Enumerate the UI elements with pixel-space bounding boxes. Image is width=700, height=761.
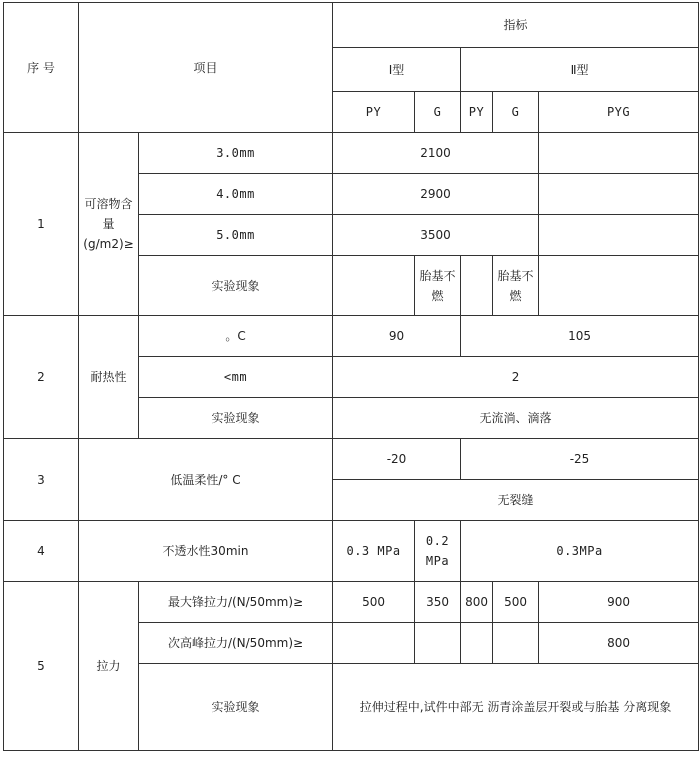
row5-max-py2: 800: [461, 582, 493, 623]
row1-py1-empty: [333, 256, 415, 316]
row2-no: 2: [4, 316, 79, 439]
row1-sub-3mm: 3.0mm: [139, 133, 333, 174]
row4-val-type2: 0.3MPa: [461, 521, 699, 582]
header-indicator: 指标: [333, 3, 699, 48]
row2-val-mm: 2: [333, 357, 699, 398]
row5-max-pyg: 900: [539, 582, 699, 623]
row1-val-3mm: 2100: [333, 133, 539, 174]
header-type1: Ⅰ型: [333, 48, 461, 92]
header-g-type1: G: [415, 92, 461, 133]
row5-sub-max-tension: 最大锋拉力/(N/50mm)≥: [139, 582, 333, 623]
header-seq: 序 号: [4, 3, 79, 133]
row3-val-type1: -20: [333, 439, 461, 480]
header-g-type2: G: [493, 92, 539, 133]
row1-g1-note: 胎基不燃: [415, 256, 461, 316]
row5-max-g1: 350: [415, 582, 461, 623]
row2-val-type1: 90: [333, 316, 461, 357]
row1-name: 可溶物含量(g/m2)≥: [79, 133, 139, 316]
header-pyg: PYG: [539, 92, 699, 133]
row5-val-observation: 拉伸过程中,试件中部无 沥青涂盖层开裂或与胎基 分离现象: [333, 664, 699, 751]
row1-no: 1: [4, 133, 79, 316]
row5-max-py1: 500: [333, 582, 415, 623]
row5-second-py1-empty: [333, 623, 415, 664]
row2-val-observation: 无流淌、滴落: [333, 398, 699, 439]
row4-val-g1: 0.2 MPa: [415, 521, 461, 582]
row5-second-g1-empty: [415, 623, 461, 664]
row3-no: 3: [4, 439, 79, 521]
row1-g2-note: 胎基不燃: [493, 256, 539, 316]
row5-second-g2-empty: [493, 623, 539, 664]
row1-val-4mm: 2900: [333, 174, 539, 215]
row5-sub-second-peak: 次高峰拉力/(N/50mm)≥: [139, 623, 333, 664]
row5-sub-observation: 实验现象: [139, 664, 333, 751]
header-item: 项目: [79, 3, 333, 133]
row1-sub-4mm: 4.0mm: [139, 174, 333, 215]
row3-name: 低温柔性/° C: [79, 439, 333, 521]
row2-sub-temp: 。C: [139, 316, 333, 357]
row5-second-py2-empty: [461, 623, 493, 664]
row5-name: 拉力: [79, 582, 139, 751]
row2-val-type2: 105: [461, 316, 699, 357]
header-type2: Ⅱ型: [461, 48, 699, 92]
row5-no: 5: [4, 582, 79, 751]
header-py-type2: PY: [461, 92, 493, 133]
row5-max-g2: 500: [493, 582, 539, 623]
row4-no: 4: [4, 521, 79, 582]
row2-sub-mm: <mm: [139, 357, 333, 398]
row3-val-type2: -25: [461, 439, 699, 480]
row4-name: 不透水性30min: [79, 521, 333, 582]
row1-pyg-empty-4: [539, 256, 699, 316]
row1-pyg-empty-1: [539, 133, 699, 174]
row1-pyg-empty-2: [539, 174, 699, 215]
row3-val-all: 无裂缝: [333, 480, 699, 521]
row1-sub-5mm: 5.0mm: [139, 215, 333, 256]
row1-sub-observation: 实验现象: [139, 256, 333, 316]
row2-name: 耐热性: [79, 316, 139, 439]
header-py-type1: PY: [333, 92, 415, 133]
row4-val-py1: 0.3 MPa: [333, 521, 415, 582]
row5-second-pyg: 800: [539, 623, 699, 664]
row1-val-5mm: 3500: [333, 215, 539, 256]
spec-table: [3, 2, 699, 751]
row2-sub-observation: 实验现象: [139, 398, 333, 439]
row1-pyg-empty-3: [539, 215, 699, 256]
row1-py2-empty: [461, 256, 493, 316]
